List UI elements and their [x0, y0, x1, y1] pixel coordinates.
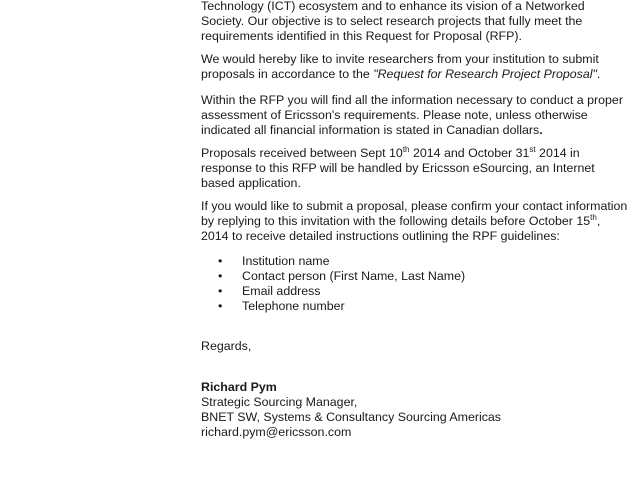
dates-line: response to this RFP will be handled by Ericsson eSourcing, an Internet [201, 161, 595, 175]
invite-line [201, 67, 621, 82]
list-item-text: Institution name [242, 254, 330, 268]
dates-sup: th [402, 145, 410, 154]
closing [201, 339, 621, 354]
signature-name: Richard Pym [201, 380, 277, 394]
rfp-info-line: assessment of Ericsson's requirements. Please note, unless otherwise [201, 108, 588, 122]
submit-paragraph [201, 199, 628, 244]
invite-line: We would hereby like to invite researchers from your institution to submit [201, 52, 599, 66]
intro-line: Technology (ICT) ecosystem and to enhance its vision of a Networked [201, 0, 585, 13]
signature-email: richard.pym@ericsson.com [201, 425, 352, 439]
invite-paragraph [201, 52, 621, 82]
bullet-icon: • [218, 269, 223, 283]
submit-comma: , [596, 214, 601, 228]
list-item [201, 284, 465, 299]
dates-sup: st [529, 145, 536, 154]
submit-text: by replying to this invitation with the following details before October 15 [201, 214, 591, 228]
intro-line: requirements identified in this Request for Proposal (RFP). [201, 29, 522, 43]
intro-line: Society. Our objective is to select research projects that fully meet the [201, 14, 583, 28]
rfp-info-paragraph [201, 93, 621, 138]
submit-line [201, 214, 621, 229]
list-item-text: Telephone number [242, 299, 345, 313]
bullet-icon: • [218, 254, 223, 268]
dates-text: 2014 and October 31 [409, 146, 530, 160]
dates-text: 2014 in [535, 146, 580, 160]
dates-line [201, 146, 621, 161]
invite-text: proposals in accordance to the [201, 67, 374, 81]
bullet-icon: • [218, 284, 223, 298]
list-item-text: Contact person (First Name, Last Name) [242, 269, 466, 283]
rfp-info-period: . [539, 123, 543, 137]
dates-line: based application. [201, 176, 301, 190]
rfp-info-text: indicated all financial information is stated in Canadian dollars [201, 123, 540, 137]
dates-text: Proposals received between Sept 10 [201, 146, 403, 160]
list-item [201, 299, 465, 314]
closing-text: Regards, [201, 339, 252, 353]
signature-department: BNET SW, Systems & Consultancy Sourcing Americas [201, 410, 502, 424]
rfp-document-title: "Request for Research Project Proposal" [373, 67, 597, 81]
rfp-info-line: Within the RFP you will find all the information necessary to conduct a proper [201, 93, 623, 107]
dates-paragraph [201, 146, 621, 191]
list-item [201, 269, 465, 284]
submit-line: If you would like to submit a proposal, please confirm your contact information [201, 199, 628, 213]
submit-line: 2014 to receive detailed instructions outlining the RPF guidelines: [201, 229, 560, 243]
signature-title: Strategic Sourcing Manager, [201, 395, 358, 409]
signature-block [201, 380, 621, 440]
invite-period: . [596, 67, 601, 81]
rfp-info-line [201, 123, 621, 138]
bullet-icon: • [218, 299, 223, 313]
list-item [201, 254, 465, 269]
intro-paragraph [201, 0, 621, 44]
details-list [201, 254, 465, 314]
list-item-text: Email address [242, 284, 321, 298]
submit-sup: th [590, 213, 597, 222]
